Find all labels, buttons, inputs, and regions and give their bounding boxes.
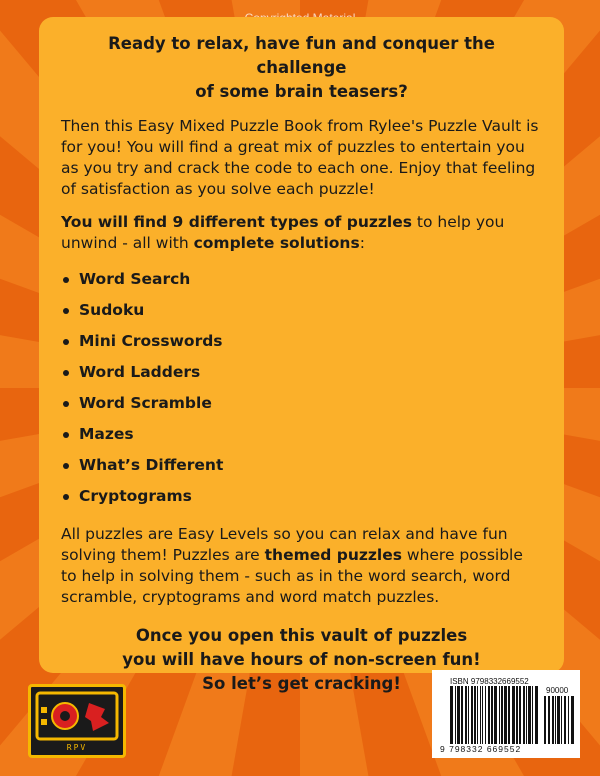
barcode-bar xyxy=(485,686,486,744)
list-item: Mazes xyxy=(61,419,542,450)
barcode-bar xyxy=(523,686,525,744)
barcode-bar xyxy=(455,686,456,744)
barcode-bar xyxy=(552,696,554,744)
isbn-barcode xyxy=(450,686,540,744)
barcode-bar xyxy=(471,686,473,744)
barcode-bar xyxy=(532,686,533,744)
barcode-bar xyxy=(450,686,453,744)
types-intro-text: to help you unwind - all with xyxy=(61,213,505,252)
barcode-bar xyxy=(465,686,467,744)
closing-line1: Once you open this vault of puzzles xyxy=(135,626,468,645)
barcode-bar xyxy=(501,686,503,744)
barcode-box xyxy=(432,670,580,758)
isbn-digits: 9 798332 669552 xyxy=(440,744,522,754)
barcode-bar xyxy=(488,686,490,744)
puzzle-count-text: You will find 9 different types of puzzles xyxy=(61,213,412,231)
barcode-bar xyxy=(516,686,518,744)
barcode-bar xyxy=(557,696,560,744)
logo-text: RPV xyxy=(66,743,88,752)
barcode-bar xyxy=(468,686,469,744)
publisher-logo xyxy=(28,684,126,758)
levels-paragraph xyxy=(61,524,542,608)
barcode-bar xyxy=(499,686,500,744)
isbn-label: ISBN 9798332669552 xyxy=(450,677,529,686)
barcode-bar xyxy=(571,696,574,744)
price-barcode xyxy=(544,696,574,744)
list-item: Cryptograms xyxy=(61,481,542,512)
barcode-bar xyxy=(457,686,460,744)
list-item: What’s Different xyxy=(61,450,542,481)
puzzle-types-list xyxy=(61,264,542,512)
closing-line3: So let’s get cracking! xyxy=(202,674,401,693)
barcode-bar xyxy=(544,696,546,744)
barcode-bar xyxy=(480,686,481,744)
intro-heading-line2: of some brain teasers? xyxy=(195,82,408,101)
barcode-bar xyxy=(461,686,463,744)
themed-puzzles-text: themed puzzles xyxy=(264,546,402,564)
list-item: Sudoku xyxy=(61,295,542,326)
list-item: Word Ladders xyxy=(61,357,542,388)
puzzle-types-intro xyxy=(61,212,542,254)
closing-line2: you will have hours of non-screen fun! xyxy=(122,650,481,669)
barcode-bar xyxy=(474,686,476,744)
list-item: Word Search xyxy=(61,264,542,295)
barcode-bar xyxy=(548,696,550,744)
barcode-bar xyxy=(482,686,483,744)
barcode-bar xyxy=(528,686,531,744)
barcode-bar xyxy=(504,686,507,744)
list-item: Word Scramble xyxy=(61,388,542,419)
levels-text-1: All puzzles are Easy Levels so you can relax and have fun solving them! Puzzles are xyxy=(61,525,508,564)
intro-paragraph: Then this Easy Mixed Puzzle Book from Rylee's Puzzle Vault is for you! You will find a great mix of puzzles to entertain you as you try and crack the code to each one. Enjoy that feeling of satisfaction as you solve each puzzle! xyxy=(61,117,539,198)
barcode-bar xyxy=(568,696,569,744)
list-item: Mini Crosswords xyxy=(61,326,542,357)
barcode-bar xyxy=(491,686,493,744)
intro-heading xyxy=(61,32,542,104)
price-code: 90000 xyxy=(546,686,569,695)
complete-solutions-text: complete solutions xyxy=(193,234,360,252)
barcode-bar xyxy=(564,696,566,744)
barcode-bar xyxy=(519,686,521,744)
levels-text-2: where possible to help in solving them - such as in the word search, word scramble, cryptograms and word match puzzles. xyxy=(61,546,523,606)
barcode-bar xyxy=(555,696,556,744)
barcode-bar xyxy=(477,686,478,744)
barcode-bar xyxy=(494,686,497,744)
barcode-bar xyxy=(508,686,510,744)
intro-heading-line1: Ready to relax, have fun and conquer the challenge xyxy=(108,34,495,77)
barcode-bar xyxy=(535,686,538,744)
barcode-bar xyxy=(526,686,527,744)
barcode-bar xyxy=(561,696,562,744)
types-intro-colon: : xyxy=(359,234,365,252)
barcode-bar xyxy=(512,686,515,744)
